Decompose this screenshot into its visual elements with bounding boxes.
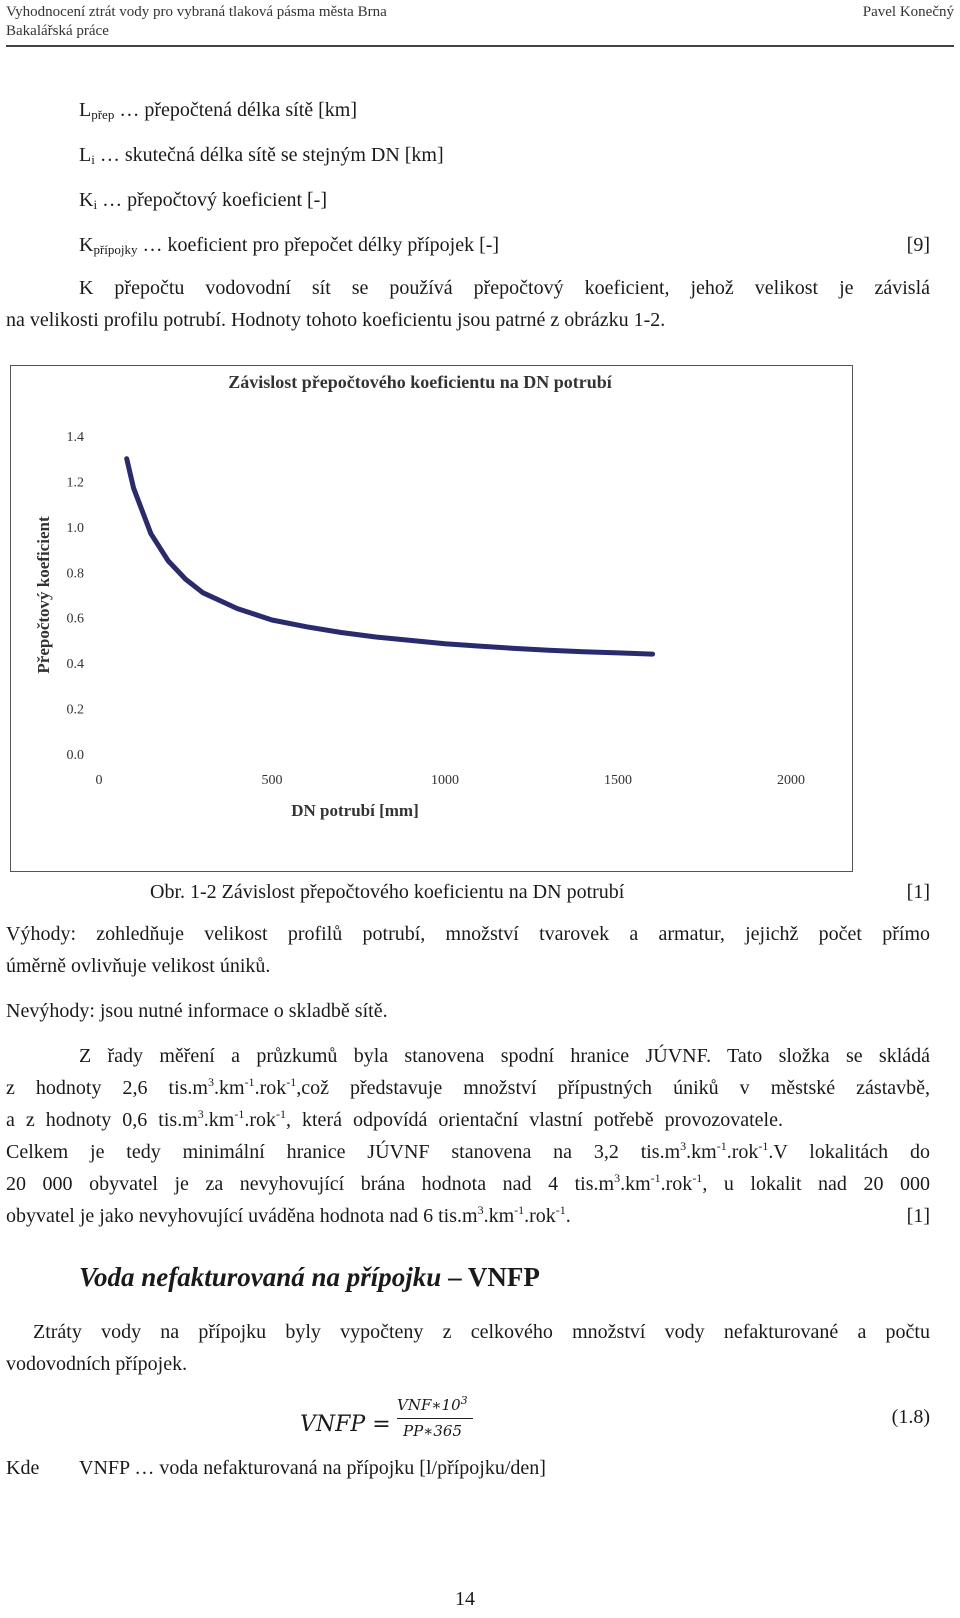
section-heading: Voda nefakturovaná na přípojku – VNFP	[79, 1262, 540, 1292]
advantages-line-2: úměrně ovlivňuje velikost úniků.	[6, 955, 271, 977]
header-subtitle: Bakalářská práce	[6, 23, 109, 39]
y-tick-label: 1.2	[66, 475, 84, 491]
definition-4: $K_{přípojky}$ … koeficient pro přepočet délky přípojek [-]	[79, 234, 500, 257]
y-tick-label: 1.4	[66, 430, 84, 445]
juvnf-line-2: z hodnoty 2,6 $tis.m^3.km^{-1}.rok^{-1},což$ představuje množství přípustných úniků v městské zástavbě,	[6, 1075, 931, 1099]
juvnf-line-4: Celkem je tedy minimální hranice JÚVNF stanovena na 3,2 $tis.m^3.km^{-1}.rok^{-1}.V$ lokalitách do	[6, 1139, 930, 1163]
chart-title: Závislost přepočtového koeficientu na DN potrubí	[228, 372, 612, 392]
definition-4-ref: [9]	[906, 234, 930, 256]
x-tick-label: 1500	[604, 773, 632, 788]
equation-fraction-bar	[397, 1418, 473, 1419]
figure-caption-ref: [1]	[906, 881, 930, 903]
juvnf-line-5: 20 000 obyvatel je za nevyhovující brána hodnota nad 4 $tis.m^3.km^{-1}.rok^{-1}$, u lokalit nad 20 000	[6, 1171, 931, 1195]
y-axis-label: Přepočtový koeficient	[34, 516, 53, 674]
page-number: 14	[455, 1588, 475, 1610]
definition-2: $L_i$ … skutečná délka sítě se stejným DN [km]	[79, 144, 444, 167]
figure-chart	[10, 365, 853, 872]
intro-line-2: na velikosti profilu potrubí. Hodnoty tohoto koeficientu jsou patrné z obrázku 1-2.	[6, 309, 666, 331]
vnfp-line-1: Ztráty vody na přípojku byly vypočteny z celkového množství vody nefakturované a počtu	[33, 1321, 930, 1343]
intro-line-1: K přepočtu vodovodní sít se používá přepočtový koeficient, jehož velikost je závislá	[79, 277, 930, 299]
y-tick-label: 0.6	[66, 611, 84, 627]
juvnf-line-1: Z řady měření a průzkumů byla stanovena spodní hranice JÚVNF. Tato složka se skládá	[79, 1045, 930, 1067]
figure-caption: Obr. 1-2 Závislost přepočtového koeficientu na DN potrubí	[150, 881, 625, 903]
definition-1: $L_{přep}$ … přepočtená délka sítě [km]	[79, 99, 358, 122]
header-rule	[6, 45, 954, 47]
x-axis-label: DN potrubí [mm]	[291, 801, 419, 820]
series-line	[127, 459, 653, 654]
equation-numerator: $VNF∗10^3$	[397, 1394, 468, 1414]
header-author: Pavel Konečný	[862, 4, 954, 20]
where-label: Kde	[6, 1457, 40, 1479]
juvnf-ref: [1]	[906, 1205, 930, 1227]
x-tick-label: 500	[261, 773, 283, 788]
where-definition: VNFP … voda nefakturovaná na přípojku [l/přípojku/den]	[79, 1457, 546, 1479]
definition-3: $K_i$ … přepočtový koeficient [-]	[79, 189, 327, 212]
y-tick-label: 1.0	[66, 520, 84, 536]
chart-svg	[11, 366, 854, 873]
x-tick-label: 1000	[431, 773, 459, 788]
juvnf-line-3: a z hodnoty 0,6 $tis.m^3.km^{-1}.rok^{-1}$, která odpovídá orientační vlastní potřebě provozovatele.	[6, 1107, 783, 1131]
equation-number: (1.8)	[891, 1406, 930, 1428]
juvnf-line-6: obyvatel je jako nevyhovující uváděna hodnota nad 6 $tis.m^3.km^{-1}.rok^{-1}$.	[6, 1203, 571, 1227]
y-tick-label: 0.4	[66, 657, 84, 673]
x-tick-label: 2000	[777, 773, 805, 788]
x-tick-label: 0	[95, 773, 103, 788]
advantages-line-1: Výhody: zohledňuje velikost profilů potrubí, množství tvarovek a armatur, jejichž počet přímo	[6, 923, 930, 945]
header-title: Vyhodnocení ztrát vody pro vybraná tlaková pásma města Brna	[6, 4, 387, 20]
vnfp-line-2: vodovodních přípojek.	[6, 1353, 188, 1375]
disadvantages: Nevýhody: jsou nutné informace o skladbě sítě.	[6, 1000, 388, 1022]
y-tick-label: 0.0	[66, 748, 84, 763]
equation-denominator: PP∗365	[403, 1422, 463, 1440]
equation-lhs: VNFP =	[300, 1412, 391, 1437]
y-tick-label: 0.8	[66, 566, 84, 582]
y-tick-label: 0.2	[66, 702, 84, 718]
